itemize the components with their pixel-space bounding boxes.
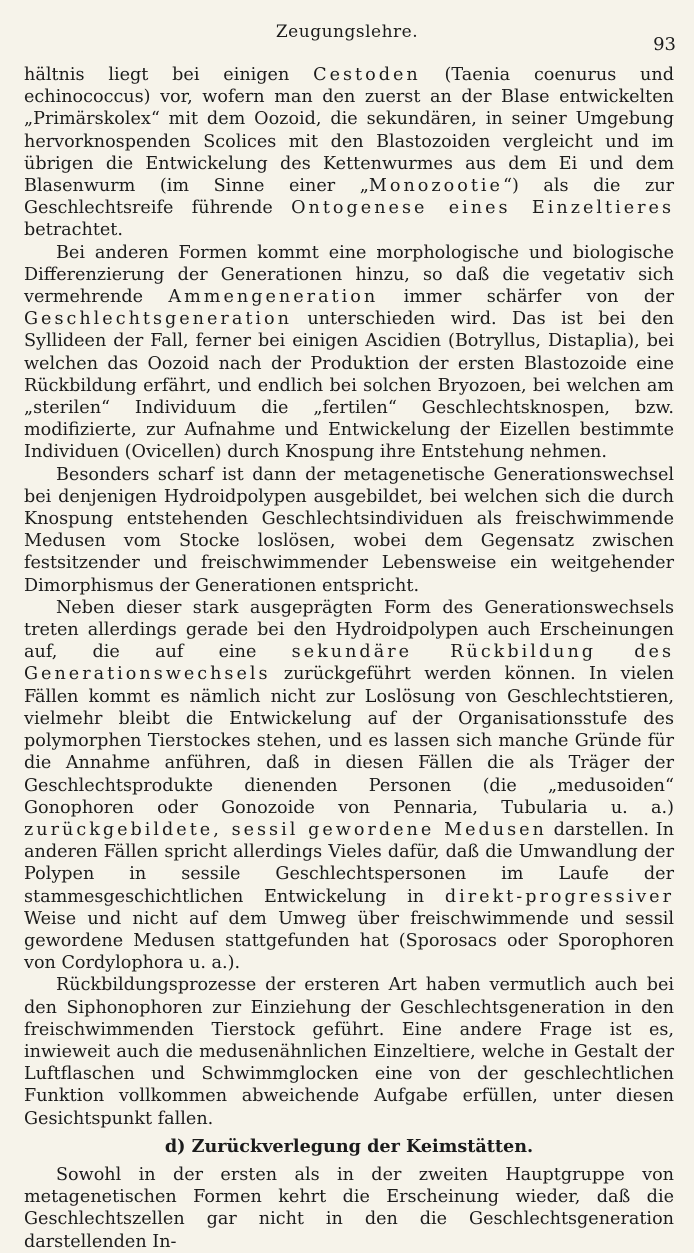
running-title: Zeugungslehre.: [275, 22, 419, 42]
text-run: hältnis liegt bei einigen: [24, 65, 314, 85]
text-run: Besonders scharf ist dann der metagenetische Generationswechsel bei denjenigen Hydroidpolypen ausgebildet, bei welchen sich die durch Knospung entstehenden Geschlechtsindividuen als freischwimmende Medusen vom Stocke loslösen, wobei dem Gegensatz zwischen festsitzender und freischwimmender Lebensweise ein weitgehender Dimorphismus der Generationen entspricht.: [24, 464, 674, 596]
page-number: 93: [653, 34, 676, 55]
text-run: immer schärfer von der: [378, 287, 674, 308]
paragraph: [24, 1164, 674, 1253]
page-header: [0, 12, 694, 55]
body-text: [24, 64, 674, 1253]
paragraph: [24, 597, 674, 974]
spaced-emphasis-text: sekundäre Rückbildung des Generationswechsels: [24, 642, 674, 685]
text-run: Rückbildungsprozesse der ersteren Art haben vermutlich auch bei den Siphonophoren zur Einziehung der Geschlechtsgeneration in den freischwimmenden Tierstock geführt. Eine andere Frage ist es, inwieweit auch die medusenähnlichen Einzeltiere, welche in Gestalt der Luftflaschen und Schwimmglocken eine von der geschlechtlichen Funktion vollkommen abweichende Aufgabe erfüllen, unter diesen Gesichtspunkt fallen.: [24, 975, 674, 1129]
spaced-emphasis-text: Ammengeneration: [168, 287, 379, 308]
text-run: betrachtet.: [24, 220, 123, 241]
spaced-emphasis-text: Geschlechtsgeneration: [24, 309, 292, 330]
text-run: unterschieden wird. Das ist bei den Syllideen der Fall, ferner bei einigen Ascidien (Botryllus, Distaplia), bei welchen das Oozoid nach der Produktion der ersten Blastozoide eine Rückbildung erfährt, und endlich bei solchen Bryozoen, bei welchen am „sterilen“ Individuum die „fertilen“ Geschlechtsknospen, bzw. modifizierte, zur Aufnahme und Entwickelung der Eizellen bestimmte Individuen (Ovicellen) durch Knospung ihre Entstehung nehmen.: [24, 309, 674, 463]
spaced-emphasis-text: zurückgebildete, sessil gewordene Medusen: [24, 819, 547, 840]
paragraph: [24, 64, 674, 242]
spaced-emphasis-text: direkt-progressiver: [444, 886, 674, 907]
paragraph: [24, 464, 674, 597]
text-run: Weise und nicht auf dem Umweg über freischwimmende und sessil gewordene Medusen stattgefunden hat (Sporosacs oder Sporophoren von Cordylophora u. a.).: [24, 908, 674, 974]
text-run: (Taenia coenurus und echinococcus) vor, wofern man den zuerst an der Blase entwickelten „Primärskolex“ mit dem Oozoid, die sekundären, in seiner Umgebung hervorknospenden Scolices mit den Blastozoiden vergleicht und im übrigen die Entwickelung des Kettenwurmes aus dem Ei und dem Blasenwurm (im Sinne einer „: [24, 65, 674, 197]
text-run: “) als die zur Geschlechtsreife führende: [24, 176, 675, 219]
section-heading: d) Zurückverlegung der Keimstätten.: [164, 1135, 534, 1157]
spaced-emphasis-text: Monozootie: [368, 176, 503, 197]
text-run: darstellen. In anderen Fällen spricht allerdings Vieles dafür, daß die Umwandlung der Polypen in sessile Geschlechtspersonen im Laufe der stammesgeschichtlichen Entwickelung in: [24, 819, 674, 907]
paragraph: [24, 242, 674, 464]
text-run: zurückgeführt werden können. In vielen Fällen kommt es nämlich nicht zur Loslösung von Geschlechtstieren, vielmehr bleibt die Entwickelung auf der Organisationsstufe des polymorphen Tierstockes stehen, und es lassen sich manche Gründe für die Annahme anführen, daß in diesen Fällen die als Träger der Geschlechtsprodukte dienenden Personen (die „medusoiden“ Gonophoren oder Gonozoide von Pennaria, Tubularia u. a.): [24, 664, 674, 818]
spaced-emphasis-text: Cestoden: [313, 65, 421, 85]
paragraph: [24, 974, 674, 1129]
text-run: Bei anderen Formen kommt eine morphologische und biologische Differenzierung der Generationen hinzu, so daß die vegetativ sich vermehrende: [24, 242, 674, 308]
spaced-emphasis-text: Ontogenese eines Einzeltieres: [291, 198, 674, 219]
text-run: Sowohl in der ersten als in der zweiten Hauptgruppe von metagenetischen Formen kehrt die Erscheinung wieder, daß die Geschlechtszellen gar nicht in den die Geschlechtsgeneration darstellenden In-: [24, 1164, 674, 1252]
text-run: Neben dieser stark ausgeprägten Form des Generationswechsels treten allerdings gerade bei den Hydroidpolypen auch Erscheinungen auf, die auf eine: [24, 597, 674, 663]
